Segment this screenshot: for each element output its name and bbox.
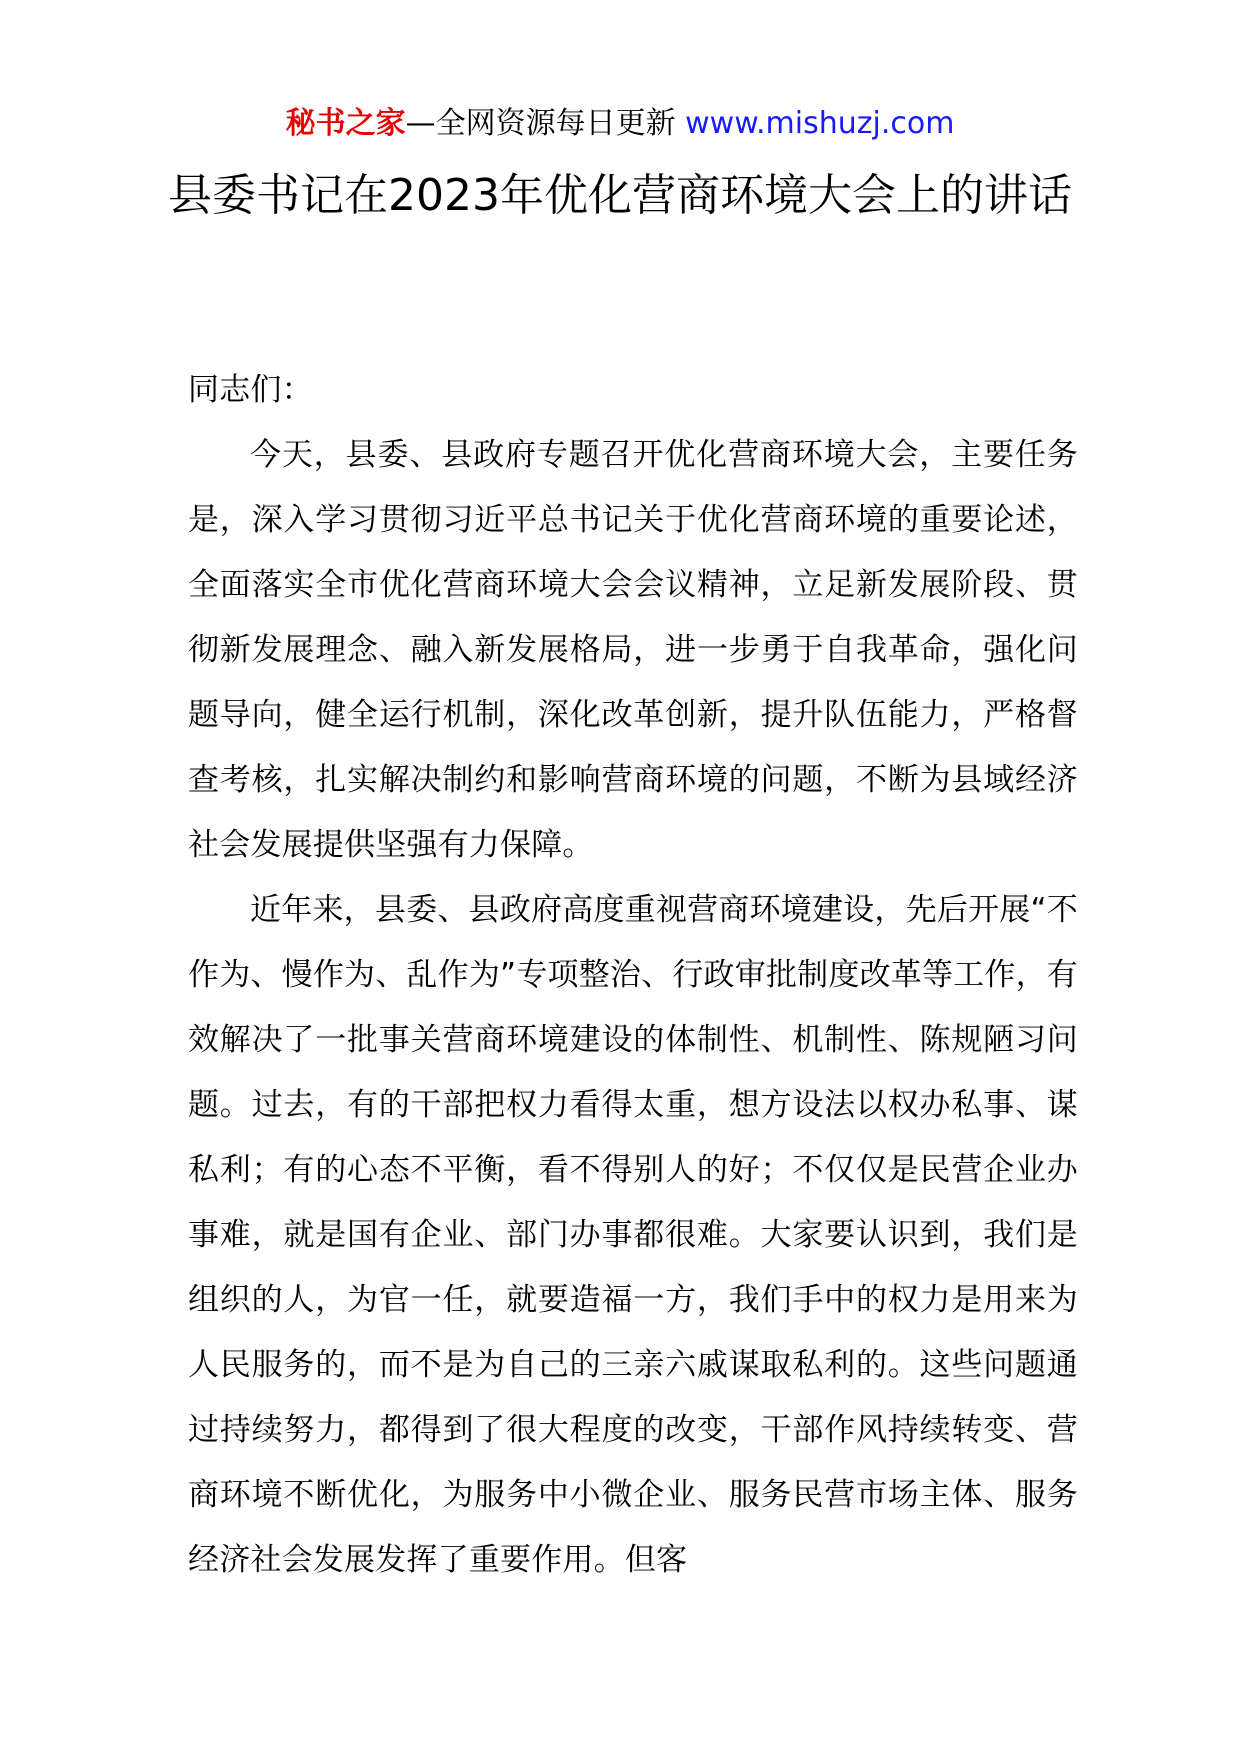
document-title: 县委书记在2023年优化营商环境大会上的讲话: [168, 170, 1072, 221]
header-tagline: —全网资源每日更新: [405, 106, 686, 141]
paragraph-1: 今天，县委、县政府专题召开优化营商环境大会，主要任务是，深入学习贯彻习近平总书记关于优化营商环境的重要论述，全面落实全市优化营商环境大会会议精神，立足新发展阶段、贯彻新发展理念、融入新发展格局，进一步勇于自我革命，强化问题导向，健全运行机制，深化改革创新，提升队伍能力，严格督查考核，扎实解决制约和影响营商环境的问题，不断为县域经济社会发展提供坚强有力保障。: [188, 437, 1078, 863]
document-body: [188, 358, 1078, 1593]
brand-name: 秘书之家: [285, 106, 406, 141]
salutation: 同志们：: [188, 372, 313, 408]
paragraph-2: 近年来，县委、县政府高度重视营商环境建设，先后开展“不作为、慢作为、乱作为”专项整治、行政审批制度改革等工作，有效解决了一批事关营商环境建设的体制性、机制性、陈规陋习问题。过去，有的干部把权力看得太重，想方设法以权办私事、谋私利；有的心态不平衡，看不得别人的好；不仅仅是民营企业办事难，就是国有企业、部门办事都很难。大家要认识到，我们是组织的人，为官一任，就要造福一方，我们手中的权力是用来为人民服务的，而不是为自己的三亲六戚谋取私利的。这些问题通过持续努力，都得到了很大程度的改变，干部作风持续转变、营商环境不断优化，为服务中小微企业、服务民营市场主体、服务经济社会发展发挥了重要作用。但客: [188, 892, 1078, 1578]
website-url: www.mishuzj.com: [685, 106, 955, 141]
watermark-header: [0, 100, 1240, 148]
